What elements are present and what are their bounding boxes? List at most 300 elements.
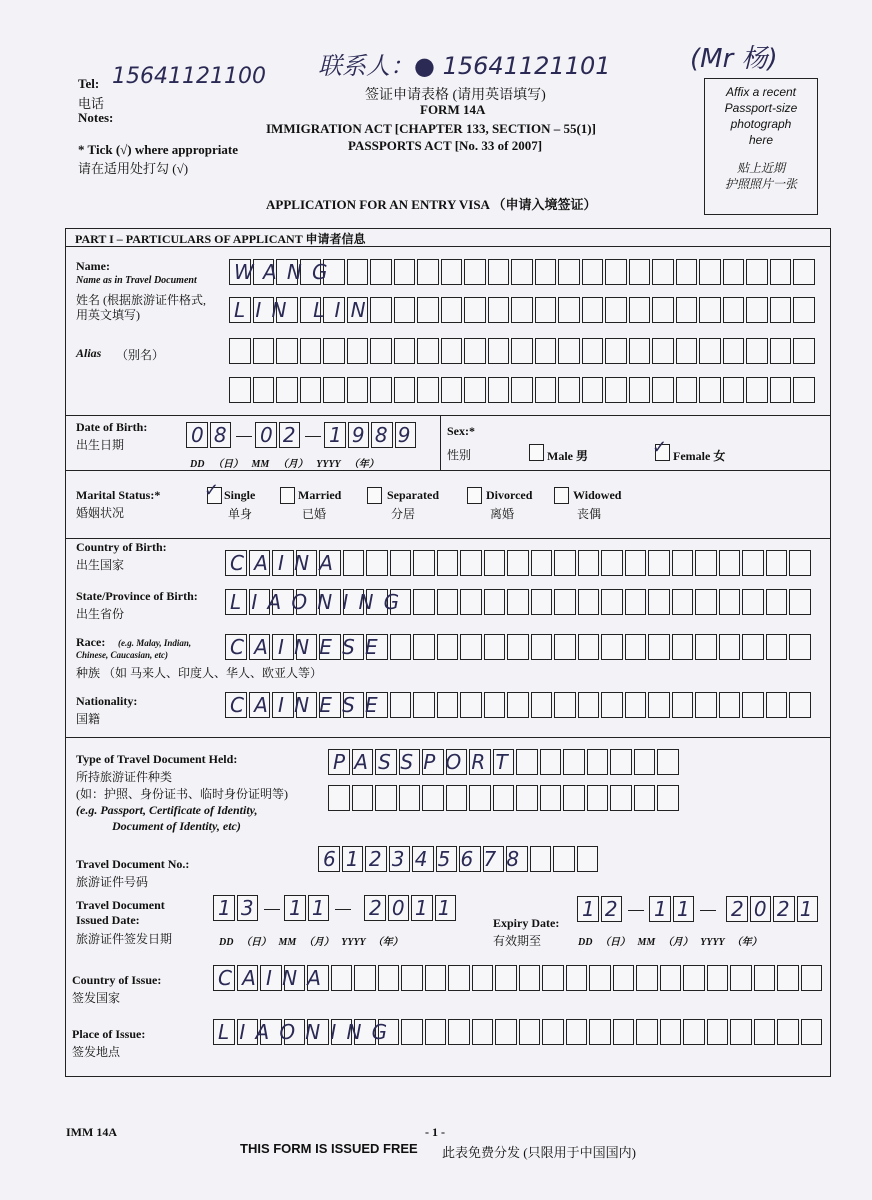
char-cell[interactable]: [323, 297, 345, 323]
char-cell[interactable]: [394, 338, 416, 364]
char-cell[interactable]: [390, 589, 412, 615]
char-cell[interactable]: [754, 1019, 776, 1045]
char-cell[interactable]: [460, 589, 482, 615]
char-cell[interactable]: [648, 550, 670, 576]
char-cell[interactable]: [629, 338, 651, 364]
poi-grid[interactable]: [213, 1019, 824, 1045]
char-cell[interactable]: [249, 550, 271, 576]
alias-grid-2[interactable]: [229, 377, 817, 403]
char-cell[interactable]: [296, 589, 318, 615]
char-cell[interactable]: [683, 965, 705, 991]
dob-mm[interactable]: [255, 422, 306, 448]
char-cell[interactable]: [307, 1019, 329, 1045]
char-cell[interactable]: [652, 377, 674, 403]
char-cell[interactable]: [531, 550, 553, 576]
char-cell[interactable]: [370, 297, 392, 323]
char-cell[interactable]: [308, 895, 330, 921]
coi-grid[interactable]: [213, 965, 824, 991]
exp-mm[interactable]: [649, 896, 700, 922]
char-cell[interactable]: [395, 422, 417, 448]
char-cell[interactable]: [225, 589, 247, 615]
spob-grid[interactable]: [225, 589, 813, 615]
char-cell[interactable]: [441, 338, 463, 364]
char-cell[interactable]: [676, 338, 698, 364]
char-cell[interactable]: [441, 377, 463, 403]
nationality-grid[interactable]: [225, 692, 813, 718]
char-cell[interactable]: [770, 377, 792, 403]
char-cell[interactable]: [328, 785, 350, 811]
separated-checkbox[interactable]: [367, 487, 382, 504]
char-cell[interactable]: [469, 785, 491, 811]
char-cell[interactable]: [484, 692, 506, 718]
char-cell[interactable]: [634, 785, 656, 811]
char-cell[interactable]: [412, 846, 434, 872]
char-cell[interactable]: [417, 297, 439, 323]
char-cell[interactable]: [519, 965, 541, 991]
char-cell[interactable]: [797, 896, 819, 922]
char-cell[interactable]: [284, 1019, 306, 1045]
dob-dd[interactable]: [186, 422, 237, 448]
char-cell[interactable]: [519, 1019, 541, 1045]
char-cell[interactable]: [723, 377, 745, 403]
char-cell[interactable]: [318, 846, 340, 872]
char-cell[interactable]: [746, 297, 768, 323]
char-cell[interactable]: [531, 634, 553, 660]
char-cell[interactable]: [676, 259, 698, 285]
char-cell[interactable]: [366, 550, 388, 576]
char-cell[interactable]: [601, 550, 623, 576]
char-cell[interactable]: [699, 297, 721, 323]
char-cell[interactable]: [719, 692, 741, 718]
char-cell[interactable]: [437, 634, 459, 660]
char-cell[interactable]: [370, 259, 392, 285]
char-cell[interactable]: [558, 297, 580, 323]
char-cell[interactable]: [300, 377, 322, 403]
char-cell[interactable]: [484, 550, 506, 576]
char-cell[interactable]: [601, 589, 623, 615]
char-cell[interactable]: [563, 785, 585, 811]
char-cell[interactable]: [441, 259, 463, 285]
char-cell[interactable]: [531, 692, 553, 718]
char-cell[interactable]: [777, 1019, 799, 1045]
char-cell[interactable]: [554, 692, 576, 718]
char-cell[interactable]: [210, 422, 232, 448]
char-cell[interactable]: [229, 297, 251, 323]
char-cell[interactable]: [413, 589, 435, 615]
char-cell[interactable]: [446, 785, 468, 811]
tdi-mm[interactable]: [284, 895, 335, 921]
char-cell[interactable]: [746, 338, 768, 364]
char-cell[interactable]: [493, 785, 515, 811]
char-cell[interactable]: [366, 589, 388, 615]
char-cell[interactable]: [589, 965, 611, 991]
male-checkbox[interactable]: [529, 444, 544, 461]
char-cell[interactable]: [511, 338, 533, 364]
char-cell[interactable]: [723, 297, 745, 323]
char-cell[interactable]: [673, 896, 695, 922]
char-cell[interactable]: [535, 259, 557, 285]
char-cell[interactable]: [754, 965, 776, 991]
char-cell[interactable]: [566, 1019, 588, 1045]
char-cell[interactable]: [307, 965, 329, 991]
char-cell[interactable]: [801, 1019, 823, 1045]
char-cell[interactable]: [577, 846, 599, 872]
char-cell[interactable]: [472, 965, 494, 991]
char-cell[interactable]: [296, 692, 318, 718]
char-cell[interactable]: [253, 259, 275, 285]
char-cell[interactable]: [417, 259, 439, 285]
char-cell[interactable]: [213, 965, 235, 991]
char-cell[interactable]: [253, 377, 275, 403]
char-cell[interactable]: [652, 259, 674, 285]
char-cell[interactable]: [726, 896, 748, 922]
char-cell[interactable]: [793, 259, 815, 285]
char-cell[interactable]: [488, 297, 510, 323]
char-cell[interactable]: [605, 377, 627, 403]
char-cell[interactable]: [601, 692, 623, 718]
char-cell[interactable]: [413, 550, 435, 576]
char-cell[interactable]: [553, 846, 575, 872]
char-cell[interactable]: [366, 634, 388, 660]
char-cell[interactable]: [516, 749, 538, 775]
char-cell[interactable]: [225, 634, 247, 660]
char-cell[interactable]: [511, 377, 533, 403]
char-cell[interactable]: [742, 692, 764, 718]
char-cell[interactable]: [672, 589, 694, 615]
char-cell[interactable]: [464, 377, 486, 403]
char-cell[interactable]: [276, 297, 298, 323]
char-cell[interactable]: [347, 297, 369, 323]
char-cell[interactable]: [186, 422, 208, 448]
char-cell[interactable]: [276, 338, 298, 364]
char-cell[interactable]: [660, 965, 682, 991]
married-checkbox[interactable]: [280, 487, 295, 504]
char-cell[interactable]: [746, 259, 768, 285]
char-cell[interactable]: [770, 259, 792, 285]
char-cell[interactable]: [746, 377, 768, 403]
char-cell[interactable]: [225, 692, 247, 718]
char-cell[interactable]: [352, 749, 374, 775]
char-cell[interactable]: [625, 692, 647, 718]
char-cell[interactable]: [629, 377, 651, 403]
char-cell[interactable]: [766, 589, 788, 615]
char-cell[interactable]: [535, 297, 557, 323]
char-cell[interactable]: [459, 846, 481, 872]
char-cell[interactable]: [324, 422, 346, 448]
char-cell[interactable]: [742, 550, 764, 576]
char-cell[interactable]: [563, 749, 585, 775]
char-cell[interactable]: [613, 1019, 635, 1045]
char-cell[interactable]: [610, 749, 632, 775]
char-cell[interactable]: [464, 259, 486, 285]
char-cell[interactable]: [276, 377, 298, 403]
char-cell[interactable]: [613, 965, 635, 991]
char-cell[interactable]: [493, 749, 515, 775]
char-cell[interactable]: [793, 297, 815, 323]
char-cell[interactable]: [766, 634, 788, 660]
char-cell[interactable]: [652, 338, 674, 364]
char-cell[interactable]: [770, 338, 792, 364]
char-cell[interactable]: [789, 634, 811, 660]
char-cell[interactable]: [229, 338, 251, 364]
char-cell[interactable]: [719, 550, 741, 576]
char-cell[interactable]: [582, 297, 604, 323]
char-cell[interactable]: [719, 589, 741, 615]
char-cell[interactable]: [770, 297, 792, 323]
char-cell[interactable]: [347, 338, 369, 364]
char-cell[interactable]: [300, 338, 322, 364]
char-cell[interactable]: [730, 965, 752, 991]
char-cell[interactable]: [676, 377, 698, 403]
char-cell[interactable]: [601, 896, 623, 922]
char-cell[interactable]: [789, 589, 811, 615]
char-cell[interactable]: [441, 297, 463, 323]
char-cell[interactable]: [488, 377, 510, 403]
char-cell[interactable]: [354, 965, 376, 991]
char-cell[interactable]: [229, 377, 251, 403]
char-cell[interactable]: [742, 634, 764, 660]
char-cell[interactable]: [331, 965, 353, 991]
char-cell[interactable]: [578, 589, 600, 615]
char-cell[interactable]: [578, 692, 600, 718]
char-cell[interactable]: [464, 338, 486, 364]
char-cell[interactable]: [417, 377, 439, 403]
char-cell[interactable]: [448, 1019, 470, 1045]
char-cell[interactable]: [319, 634, 341, 660]
char-cell[interactable]: [699, 377, 721, 403]
char-cell[interactable]: [699, 259, 721, 285]
char-cell[interactable]: [364, 895, 386, 921]
char-cell[interactable]: [394, 377, 416, 403]
char-cell[interactable]: [371, 422, 393, 448]
char-cell[interactable]: [657, 785, 679, 811]
char-cell[interactable]: [506, 846, 528, 872]
char-cell[interactable]: [542, 1019, 564, 1045]
char-cell[interactable]: [437, 589, 459, 615]
tdi-dd[interactable]: [213, 895, 264, 921]
char-cell[interactable]: [237, 965, 259, 991]
char-cell[interactable]: [699, 338, 721, 364]
char-cell[interactable]: [413, 692, 435, 718]
char-cell[interactable]: [484, 634, 506, 660]
char-cell[interactable]: [723, 338, 745, 364]
char-cell[interactable]: [399, 785, 421, 811]
char-cell[interactable]: [319, 692, 341, 718]
char-cell[interactable]: [464, 297, 486, 323]
char-cell[interactable]: [649, 896, 671, 922]
char-cell[interactable]: [695, 550, 717, 576]
char-cell[interactable]: [213, 895, 235, 921]
char-cell[interactable]: [394, 297, 416, 323]
char-cell[interactable]: [260, 965, 282, 991]
char-cell[interactable]: [253, 338, 275, 364]
char-cell[interactable]: [672, 692, 694, 718]
tdn-grid[interactable]: [318, 846, 600, 872]
char-cell[interactable]: [566, 965, 588, 991]
alias-grid-1[interactable]: [229, 338, 817, 364]
char-cell[interactable]: [558, 259, 580, 285]
char-cell[interactable]: [695, 589, 717, 615]
char-cell[interactable]: [229, 259, 251, 285]
char-cell[interactable]: [472, 1019, 494, 1045]
char-cell[interactable]: [237, 1019, 259, 1045]
char-cell[interactable]: [540, 749, 562, 775]
char-cell[interactable]: [284, 965, 306, 991]
char-cell[interactable]: [411, 895, 433, 921]
char-cell[interactable]: [648, 634, 670, 660]
char-cell[interactable]: [507, 589, 529, 615]
char-cell[interactable]: [636, 965, 658, 991]
char-cell[interactable]: [366, 692, 388, 718]
char-cell[interactable]: [516, 785, 538, 811]
name-grid-2[interactable]: [229, 297, 817, 323]
char-cell[interactable]: [300, 297, 322, 323]
char-cell[interactable]: [375, 749, 397, 775]
char-cell[interactable]: [401, 965, 423, 991]
char-cell[interactable]: [417, 338, 439, 364]
char-cell[interactable]: [652, 297, 674, 323]
char-cell[interactable]: [695, 634, 717, 660]
char-cell[interactable]: [249, 589, 271, 615]
char-cell[interactable]: [483, 846, 505, 872]
char-cell[interactable]: [460, 550, 482, 576]
char-cell[interactable]: [253, 297, 275, 323]
char-cell[interactable]: [370, 377, 392, 403]
char-cell[interactable]: [249, 692, 271, 718]
char-cell[interactable]: [354, 1019, 376, 1045]
char-cell[interactable]: [323, 259, 345, 285]
char-cell[interactable]: [448, 965, 470, 991]
char-cell[interactable]: [319, 589, 341, 615]
char-cell[interactable]: [750, 896, 772, 922]
char-cell[interactable]: [390, 550, 412, 576]
char-cell[interactable]: [578, 634, 600, 660]
char-cell[interactable]: [343, 589, 365, 615]
widowed-checkbox[interactable]: [554, 487, 569, 504]
char-cell[interactable]: [484, 589, 506, 615]
char-cell[interactable]: [347, 259, 369, 285]
char-cell[interactable]: [323, 377, 345, 403]
char-cell[interactable]: [422, 785, 444, 811]
dob-yyyy[interactable]: [324, 422, 421, 448]
char-cell[interactable]: [589, 1019, 611, 1045]
char-cell[interactable]: [657, 749, 679, 775]
char-cell[interactable]: [460, 634, 482, 660]
char-cell[interactable]: [272, 550, 294, 576]
char-cell[interactable]: [578, 550, 600, 576]
char-cell[interactable]: [793, 377, 815, 403]
char-cell[interactable]: [766, 550, 788, 576]
char-cell[interactable]: [629, 297, 651, 323]
char-cell[interactable]: [469, 749, 491, 775]
char-cell[interactable]: [296, 550, 318, 576]
char-cell[interactable]: [343, 634, 365, 660]
char-cell[interactable]: [742, 589, 764, 615]
char-cell[interactable]: [577, 896, 599, 922]
divorced-checkbox[interactable]: [467, 487, 482, 504]
char-cell[interactable]: [793, 338, 815, 364]
single-checkbox[interactable]: [204, 480, 222, 504]
char-cell[interactable]: [347, 377, 369, 403]
char-cell[interactable]: [348, 422, 370, 448]
char-cell[interactable]: [331, 1019, 353, 1045]
char-cell[interactable]: [605, 297, 627, 323]
char-cell[interactable]: [554, 589, 576, 615]
name-grid-1[interactable]: [229, 259, 817, 285]
char-cell[interactable]: [587, 785, 609, 811]
char-cell[interactable]: [558, 338, 580, 364]
female-checkbox[interactable]: [652, 437, 670, 461]
char-cell[interactable]: [378, 965, 400, 991]
char-cell[interactable]: [605, 259, 627, 285]
char-cell[interactable]: [530, 846, 552, 872]
tdi-yyyy[interactable]: [364, 895, 461, 921]
char-cell[interactable]: [554, 550, 576, 576]
char-cell[interactable]: [634, 749, 656, 775]
char-cell[interactable]: [388, 895, 410, 921]
char-cell[interactable]: [378, 1019, 400, 1045]
char-cell[interactable]: [625, 550, 647, 576]
char-cell[interactable]: [676, 297, 698, 323]
char-cell[interactable]: [255, 422, 277, 448]
cob-grid[interactable]: [225, 550, 813, 576]
char-cell[interactable]: [488, 259, 510, 285]
char-cell[interactable]: [225, 550, 247, 576]
char-cell[interactable]: [446, 749, 468, 775]
char-cell[interactable]: [507, 634, 529, 660]
char-cell[interactable]: [789, 692, 811, 718]
char-cell[interactable]: [237, 895, 259, 921]
char-cell[interactable]: [582, 338, 604, 364]
char-cell[interactable]: [488, 338, 510, 364]
char-cell[interactable]: [495, 965, 517, 991]
char-cell[interactable]: [300, 259, 322, 285]
char-cell[interactable]: [648, 589, 670, 615]
char-cell[interactable]: [535, 338, 557, 364]
char-cell[interactable]: [399, 749, 421, 775]
char-cell[interactable]: [276, 259, 298, 285]
char-cell[interactable]: [272, 634, 294, 660]
char-cell[interactable]: [773, 896, 795, 922]
tdh-grid-1[interactable]: [328, 749, 681, 775]
char-cell[interactable]: [319, 550, 341, 576]
char-cell[interactable]: [531, 589, 553, 615]
char-cell[interactable]: [328, 749, 350, 775]
char-cell[interactable]: [695, 692, 717, 718]
char-cell[interactable]: [587, 749, 609, 775]
char-cell[interactable]: [558, 377, 580, 403]
char-cell[interactable]: [582, 377, 604, 403]
char-cell[interactable]: [683, 1019, 705, 1045]
char-cell[interactable]: [365, 846, 387, 872]
char-cell[interactable]: [629, 259, 651, 285]
char-cell[interactable]: [375, 785, 397, 811]
char-cell[interactable]: [660, 1019, 682, 1045]
char-cell[interactable]: [272, 589, 294, 615]
race-grid[interactable]: [225, 634, 813, 660]
char-cell[interactable]: [672, 634, 694, 660]
char-cell[interactable]: [601, 634, 623, 660]
char-cell[interactable]: [437, 550, 459, 576]
char-cell[interactable]: [213, 1019, 235, 1045]
char-cell[interactable]: [707, 1019, 729, 1045]
tdh-grid-2[interactable]: [328, 785, 681, 811]
char-cell[interactable]: [272, 692, 294, 718]
char-cell[interactable]: [370, 338, 392, 364]
char-cell[interactable]: [777, 965, 799, 991]
char-cell[interactable]: [535, 377, 557, 403]
char-cell[interactable]: [789, 550, 811, 576]
